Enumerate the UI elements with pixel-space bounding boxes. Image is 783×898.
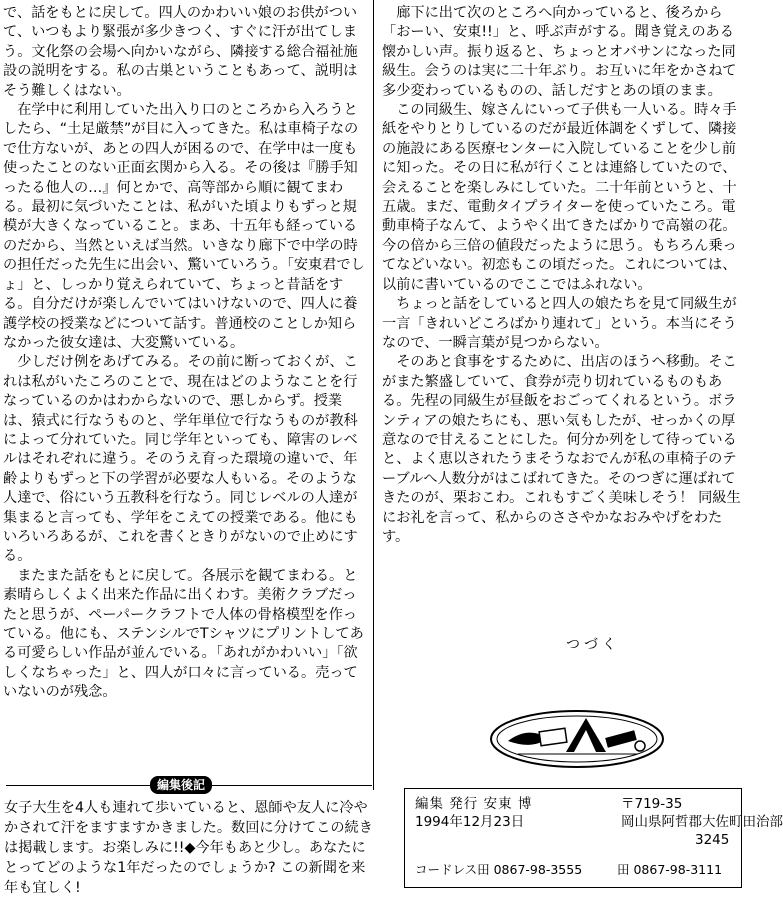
right-column — [382, 4, 744, 547]
colophon-telephone: 田 0867-98-3111 — [617, 862, 723, 877]
editor-memo-label: 編集後記 — [150, 776, 212, 794]
colophon-postal: 〒719-35 — [621, 796, 683, 812]
right-paragraph-2: この同級生、嫁さんにいって子供も一人いる。時々手紙をやりとりしているのだが最近体調をくずして、隣接の施設にある医療センターに入院していることを少し前に知った。その日に私が行くことは連絡していたので、会えることを楽しみにしていた。二十年前というと、十五歳。まだ、電動タイプライターを使っていたころ。電動車椅子なんて、ようやく出てきたばかりで高嶺の花。今の倍から三倍の値段だったように思う。もちろん乗ってなどいない。初恋もこの頃だった。これについては、以前に書いているのでここではふれない。 — [382, 102, 737, 293]
column-divider — [373, 0, 374, 790]
left-paragraph-1: で、話をもとに戻して。四人のかわいい娘のお供がついて、いつもより緊張が多少きつく、すぐに汗が出てしまう。文化祭の会場へ向かいながら、隣接する総合福祉施設の説明をする。私の古巣ということもあって、説明はそう難しくはない。 — [3, 5, 358, 99]
left-paragraph-3: 少しだけ例をあげてみる。その前に断っておくが、これは私がいたころのことで、現在はどのようなことを行なっているのかはわからないので、悪しからず。授業は、猿式に行なうものと、学年単位で行なうものが教科によって分れていた。同じ学年といっても、障害のレベルはそれぞれに違う。そのうえ育った環境の違いで、年齢よりもずっと下の学習が必要な人もいる。そのような人達で、俗にいう五教科を行なう。同じレベルの人達が集まると言っても、学年をこえての授業である。他にもいろいろあるが、これを書くときりがないので止めにする。 — [3, 354, 358, 565]
right-paragraph-1: 廊下に出て次のところへ向かっていると、後ろから「おーい、安東!!」と、呼ぶ声がする。聞き覚えのある懐かしい声。振り返ると、ちょっとオバサンになった同級生。会うのは実に二十年ぶり。お互いに年をかさねて多少変わっているものの、話しだすとあの頃のまま。 — [382, 5, 737, 99]
colophon-date: 1994年12月23日 — [415, 814, 525, 830]
colophon-publisher: 編集 発行 安東 博 — [415, 796, 533, 812]
to-be-continued: つづく — [566, 637, 620, 653]
colophon-address: 岡山県阿哲郡大佐町田治部 — [621, 814, 783, 830]
right-paragraph-4: そのあと食事をするために、出店のほうへ移動。そこがまた繁盛していて、食券が売り切れているものもある。先程の同級生が昼飯をおごってくれるという。ボランティアの娘たちにも、悪い気もしたが、せっかくの厚意なので甘えることにした。何分か列をして待っていると、よく恵以されたうまそうなおでんが私の車椅子のテーブルへ人数分がはこばれてきた。そのつぎに運ばれてきたのが、栗おこわ。これもすごく美味しそう！ 同級生にお礼を言って、私からのささやかなおみやげをわたす。 — [382, 354, 741, 545]
right-paragraph-3: ちょっと話をしていると四人の娘たちを見て同級生が一言「きれいどころばかり連れて」という。本当にそうなので、一瞬言葉が見つからない。 — [382, 296, 737, 351]
logo-graphic — [488, 708, 666, 770]
colophon-box — [404, 788, 783, 888]
colophon-cordless-phone: コードレス田 0867-98-3555 — [415, 862, 583, 877]
colophon-address-number: 3245 — [695, 832, 730, 848]
editor-memo-text: 女子大生を4人も連れて歩いていると、恩師や友人に冷やかされて汗をますますかきました。数回に分けてこの続きは掲載します。お楽しみに!!◆今年もあと少し。あなたにとってどのような1年だったのでしょうか? この新聞を来年も宜しく! — [4, 800, 373, 896]
left-paragraph-4: またまた話をもとに戻して。各展示を観てまわる。と素晴らしくよく出来た作品に出くわす。美術クラブだったと思うが、ペーパークラフトで人体の骨格模型を作っている。他にも、ステンシルでTシャツにプリントしてある可愛らしい作品が並んでいる。「あれがかわいい」「欲しくなちゃった」と、四人が口々に言っている。売っていないのが残念。 — [3, 567, 364, 701]
newsletter-logo-icon — [488, 708, 666, 770]
left-column — [3, 4, 365, 703]
left-paragraph-2: 在学中に利用していた出入り口のところから入ろうとしたら、“土足厳禁”が目に入ってきた。私は車椅子なので仕方ないが、あとの四人が困るので、在学中は一度も使ったことのない正面玄関から入る。その後は『勝手知ったる他人の…』何とかで、高等部から順に観てまわる。最初に気づいたことは、私がいた頃よりもずっと規模が大きくなっていること。まあ、十五年も経っているのだから、当然といえば当然。いきなり廊下で中学の時の担任だった先生に出会い、驚いていろう。「安東君でしょ」と、しっかり覚えられていて、ちょっと昔話をする。自分だけが楽しんでいてはいけないので、四人に養護学校の授業などについて話す。普通校のことしか知らなかった彼女達は、大変驚いている。 — [3, 102, 365, 351]
editor-memo-heading — [0, 776, 380, 796]
